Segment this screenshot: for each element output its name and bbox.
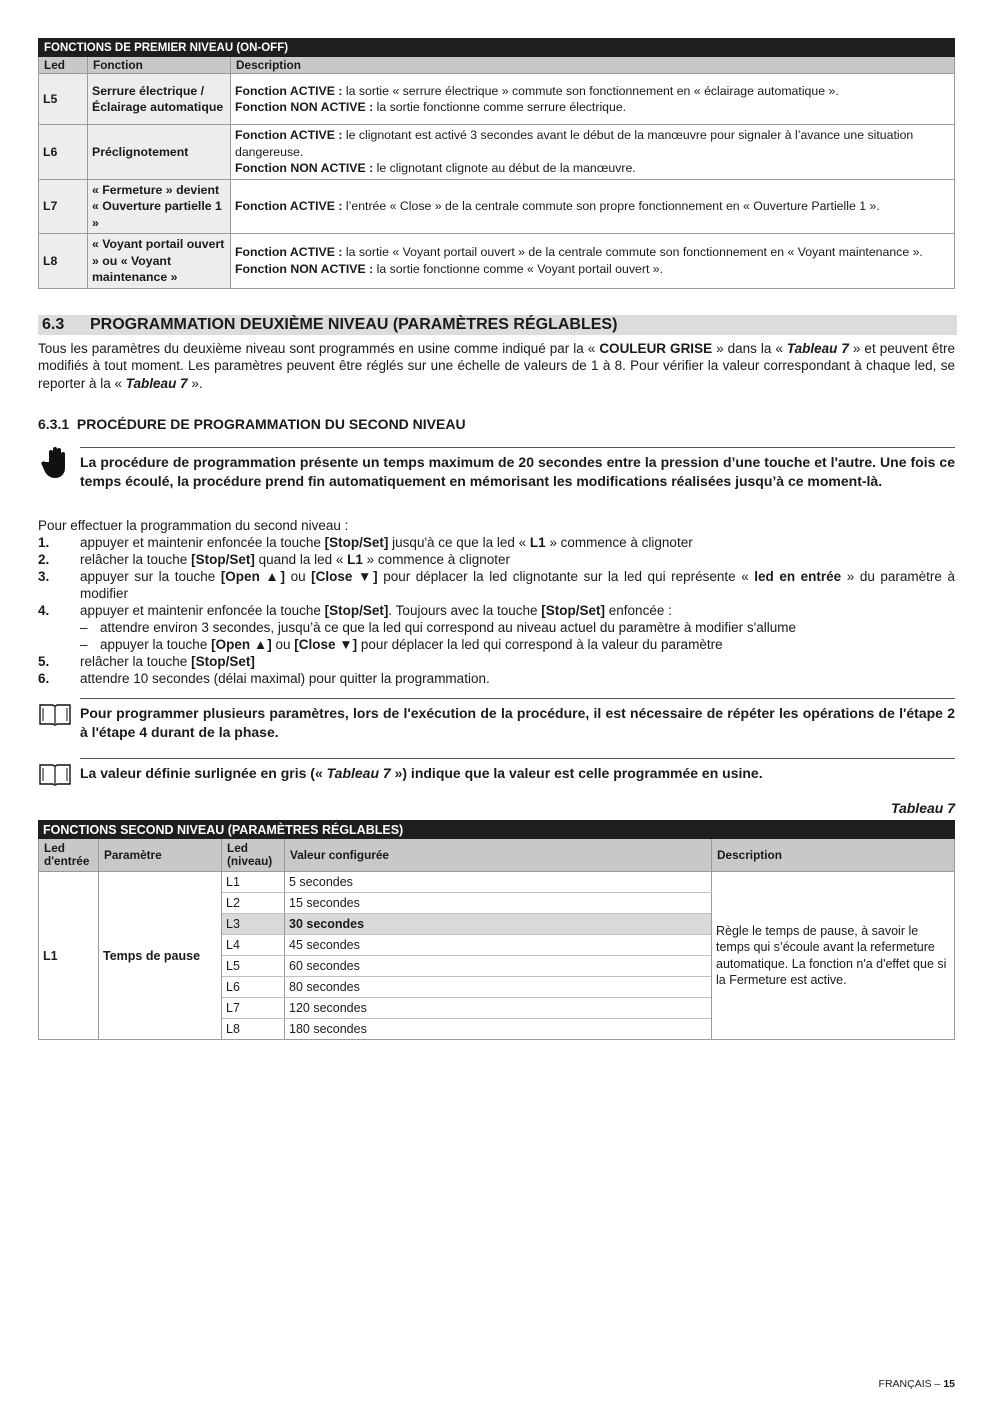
active-label: Fonction ACTIVE : bbox=[235, 199, 343, 213]
active-label: Fonction ACTIVE : bbox=[235, 128, 343, 142]
step-text: pour déplacer la led clignotante sur la led qui représente « bbox=[377, 569, 755, 584]
level-value: 5 secondes bbox=[285, 872, 712, 893]
page-footer bbox=[879, 1378, 955, 1390]
inactive-text: la sortie fonctionne comme serrure électrique. bbox=[373, 100, 627, 114]
subsection-number: 6.3.1 bbox=[38, 416, 70, 432]
step-number: 2. bbox=[38, 552, 50, 567]
level-led: L7 bbox=[222, 998, 285, 1019]
multi-param-note: Pour programmer plusieurs paramètres, lors de l'exécution de la procédure, il est nécessaire de répéter les opérations de l'étape 2 à l'étape 4 durant de la phase. bbox=[80, 705, 955, 740]
note-text: ») indique que la valeur est celle programmée en usine. bbox=[390, 765, 763, 781]
note-table-ref: Tableau 7 bbox=[326, 765, 391, 781]
step-3 bbox=[38, 568, 955, 602]
active-text: la sortie « Voyant portail ouvert » de la centrale commute son fonctionnement en « Voyant maintenance ». bbox=[342, 245, 923, 260]
key-label: [Stop/Set] bbox=[541, 603, 606, 618]
inactive-text: le clignotant clignote au début de la manœuvre. bbox=[373, 161, 636, 175]
column-header-description: Description bbox=[712, 839, 955, 872]
step-bold: led en entrée bbox=[754, 569, 842, 584]
table-row bbox=[39, 125, 955, 180]
level-led: L5 bbox=[222, 956, 285, 977]
level-led: L3 bbox=[222, 914, 285, 935]
step-text: » du paramètre à modifier bbox=[80, 569, 955, 601]
row-led: L6 bbox=[39, 125, 88, 180]
step-text: pour déplacer la led qui correspond à la valeur du paramètre bbox=[357, 637, 723, 652]
row-description bbox=[231, 234, 955, 289]
dash: – bbox=[80, 637, 88, 652]
footer-language: FRANÇAIS – bbox=[878, 1378, 944, 1390]
key-label: [Open ▲] bbox=[220, 569, 286, 584]
row-function: « Voyant portail ouvert » ou « Voyant maintenance » bbox=[88, 234, 231, 289]
section-number: 6.3 bbox=[42, 316, 65, 333]
level-led: L1 bbox=[222, 872, 285, 893]
active-text: le clignotant est activé 3 secondes avant le début de la manœuvre pour signaler à l’avance une situation dangereuse. bbox=[235, 128, 914, 159]
section-title: PROGRAMMATION DEUXIÈME NIVEAU (PARAMÈTRES RÉGLABLES) bbox=[90, 316, 618, 333]
level-led: L6 bbox=[222, 977, 285, 998]
row-function: Préclignotement bbox=[88, 125, 231, 180]
first-level-table-wrapper bbox=[38, 38, 955, 289]
key-label: [Stop/Set] bbox=[191, 654, 255, 669]
key-label: [Close ▼] bbox=[311, 569, 378, 584]
active-text: la sortie « serrure électrique » commute son fonctionnement en « éclairage automatique ». bbox=[342, 83, 839, 98]
step-text: » commence à clignoter bbox=[545, 535, 693, 550]
key-label: [Stop/Set] bbox=[191, 552, 255, 567]
led-label: L1 bbox=[529, 535, 546, 550]
table-caption: Tableau 7 bbox=[890, 800, 955, 816]
column-header-function: Fonction bbox=[88, 57, 231, 74]
note-text: La valeur définie surlignée en gris (« bbox=[80, 765, 327, 781]
column-header-description: Description bbox=[231, 57, 955, 74]
intro-text: Tous les paramètres du deuxième niveau sont programmés en usine comme indiqué par la « bbox=[38, 341, 600, 356]
intro-table-ref: Tableau 7 bbox=[125, 375, 188, 391]
step-number: 1. bbox=[38, 535, 50, 550]
column-header-led: Led bbox=[39, 57, 88, 74]
step-number: 5. bbox=[38, 654, 50, 669]
step-text: » commence à clignoter bbox=[362, 552, 510, 567]
second-level-functions-table bbox=[38, 820, 955, 1040]
step-text: appuyer et maintenir enfoncée la touche bbox=[80, 603, 325, 618]
step-text: . Toujours avec la touche bbox=[388, 603, 542, 618]
table-row bbox=[39, 872, 955, 893]
step-text: relâcher la touche bbox=[80, 654, 192, 669]
step-number: 3. bbox=[38, 569, 50, 584]
step-6 bbox=[38, 670, 955, 687]
hand-warning-icon bbox=[40, 446, 72, 485]
step-4 bbox=[38, 602, 955, 619]
inactive-label: Fonction NON ACTIVE : bbox=[235, 261, 374, 276]
step-2 bbox=[38, 551, 955, 568]
book-icon bbox=[38, 702, 72, 733]
step-5 bbox=[38, 653, 955, 670]
page-number: 15 bbox=[943, 1378, 955, 1390]
level-led: L8 bbox=[222, 1019, 285, 1040]
row-description bbox=[231, 179, 955, 234]
warning-note: La procédure de programmation présente un temps maximum de 20 secondes entre la pression d’une touche et l'autre. Une fois ce temps écoulé, la procédure prend fin automatiquement en mémorisant les modifications réalisées jusqu’à ce moment-là. bbox=[80, 454, 955, 489]
level-value: 15 secondes bbox=[285, 893, 712, 914]
column-header-value: Valeur configurée bbox=[285, 839, 712, 872]
step-text: quand la led « bbox=[254, 552, 348, 567]
subsection-heading bbox=[38, 416, 466, 432]
level-value: 45 secondes bbox=[285, 935, 712, 956]
level-value: 60 secondes bbox=[285, 956, 712, 977]
row-description bbox=[231, 74, 955, 125]
step-text: attendre environ 3 secondes, jusqu’à ce que la led qui correspond au niveau actuel du paramètre à modifier s'allume bbox=[100, 620, 797, 635]
table-row bbox=[39, 234, 955, 289]
level-value: 80 secondes bbox=[285, 977, 712, 998]
step-number: 6. bbox=[38, 671, 50, 686]
column-header-led-level: Led (niveau) bbox=[222, 839, 285, 872]
key-label: [Close ▼] bbox=[294, 637, 358, 652]
intro-bold: COULEUR GRISE bbox=[599, 341, 713, 356]
intro-text: » dans la « bbox=[712, 341, 787, 356]
level-value: 30 secondes bbox=[285, 914, 712, 935]
led-label: L1 bbox=[347, 552, 363, 567]
step-number: 4. bbox=[38, 603, 50, 618]
key-label: [Stop/Set] bbox=[324, 603, 389, 618]
step-4-sub-a bbox=[38, 619, 955, 636]
step-text: appuyer et maintenir enfoncée la touche bbox=[80, 535, 325, 550]
column-header-parameter: Paramètre bbox=[99, 839, 222, 872]
steps-intro: Pour effectuer la programmation du second niveau : bbox=[38, 518, 349, 533]
active-label: Fonction ACTIVE : bbox=[235, 83, 343, 98]
divider bbox=[80, 447, 955, 448]
inactive-label: Fonction NON ACTIVE : bbox=[235, 161, 374, 175]
subsection-title: PROCÉDURE DE PROGRAMMATION DU SECOND NIVEAU bbox=[76, 416, 466, 432]
divider bbox=[80, 758, 955, 759]
divider bbox=[80, 698, 955, 699]
row-function: « Fermeture » devient « Ouverture partielle 1 » bbox=[88, 179, 231, 234]
inactive-label: Fonction NON ACTIVE : bbox=[235, 100, 374, 114]
row-function: Serrure électrique / Éclairage automatique bbox=[88, 74, 231, 125]
level-led: L4 bbox=[222, 935, 285, 956]
active-text: l’entrée « Close » de la centrale commute son propre fonctionnement en « Ouverture Partielle 1 ». bbox=[342, 199, 880, 213]
row-led: L8 bbox=[39, 234, 88, 289]
first-level-functions-table bbox=[38, 38, 955, 289]
table-title: FONCTIONS SECOND NIVEAU (PARAMÈTRES RÉGLABLES) bbox=[39, 821, 955, 839]
step-4-sub-b bbox=[38, 636, 955, 653]
intro-table-ref: Tableau 7 bbox=[786, 341, 849, 356]
default-value-note bbox=[80, 764, 955, 783]
dash: – bbox=[80, 620, 88, 635]
section-heading bbox=[38, 315, 957, 335]
step-text: appuyer la touche bbox=[100, 637, 212, 652]
row-led: L5 bbox=[39, 74, 88, 125]
step-text: appuyer sur la touche bbox=[80, 569, 221, 584]
step-text: relâcher la touche bbox=[80, 552, 192, 567]
active-label: Fonction ACTIVE : bbox=[235, 245, 343, 260]
step-1 bbox=[38, 534, 955, 551]
step-text: ou bbox=[285, 569, 312, 584]
description-cell: Règle le temps de pause, à savoir le temps qui s’écoule avant la refermeture automatique. La fonction n'a d'effet que si la Fermeture est active. bbox=[712, 872, 955, 1040]
inactive-text: la sortie fonctionne comme « Voyant portail ouvert ». bbox=[373, 261, 664, 276]
table-row bbox=[39, 74, 955, 125]
level-led: L2 bbox=[222, 893, 285, 914]
key-label: [Stop/Set] bbox=[324, 535, 389, 550]
second-level-table-wrapper bbox=[38, 820, 955, 1040]
level-value: 180 secondes bbox=[285, 1019, 712, 1040]
table-row bbox=[39, 179, 955, 234]
step-text: attendre 10 secondes (délai maximal) pour quitter la programmation. bbox=[80, 671, 490, 686]
row-description bbox=[231, 125, 955, 180]
book-icon bbox=[38, 762, 72, 793]
level-value: 120 secondes bbox=[285, 998, 712, 1019]
step-text: jusqu'à ce que la led « bbox=[388, 535, 530, 550]
intro-text: » et peuvent être modifiés à tout moment. Les paramètres peuvent être réglés sur une échelle de valeurs de 1 à 8. Pour vérifier la valeur correspondant à chaque led, se reporter à la « bbox=[38, 341, 955, 391]
row-led: L7 bbox=[39, 179, 88, 234]
key-label: [Open ▲] bbox=[211, 637, 272, 652]
steps-list bbox=[38, 517, 955, 687]
column-header-led-input: Led d'entrée bbox=[39, 839, 99, 872]
step-text: enfoncée : bbox=[605, 603, 672, 618]
led-input-cell: L1 bbox=[39, 872, 99, 1040]
step-text: ou bbox=[271, 637, 295, 652]
section-intro bbox=[38, 340, 955, 392]
parameter-cell: Temps de pause bbox=[99, 872, 222, 1040]
intro-text: ». bbox=[187, 375, 203, 391]
table-title: FONCTIONS DE PREMIER NIVEAU (ON-OFF) bbox=[39, 39, 955, 57]
